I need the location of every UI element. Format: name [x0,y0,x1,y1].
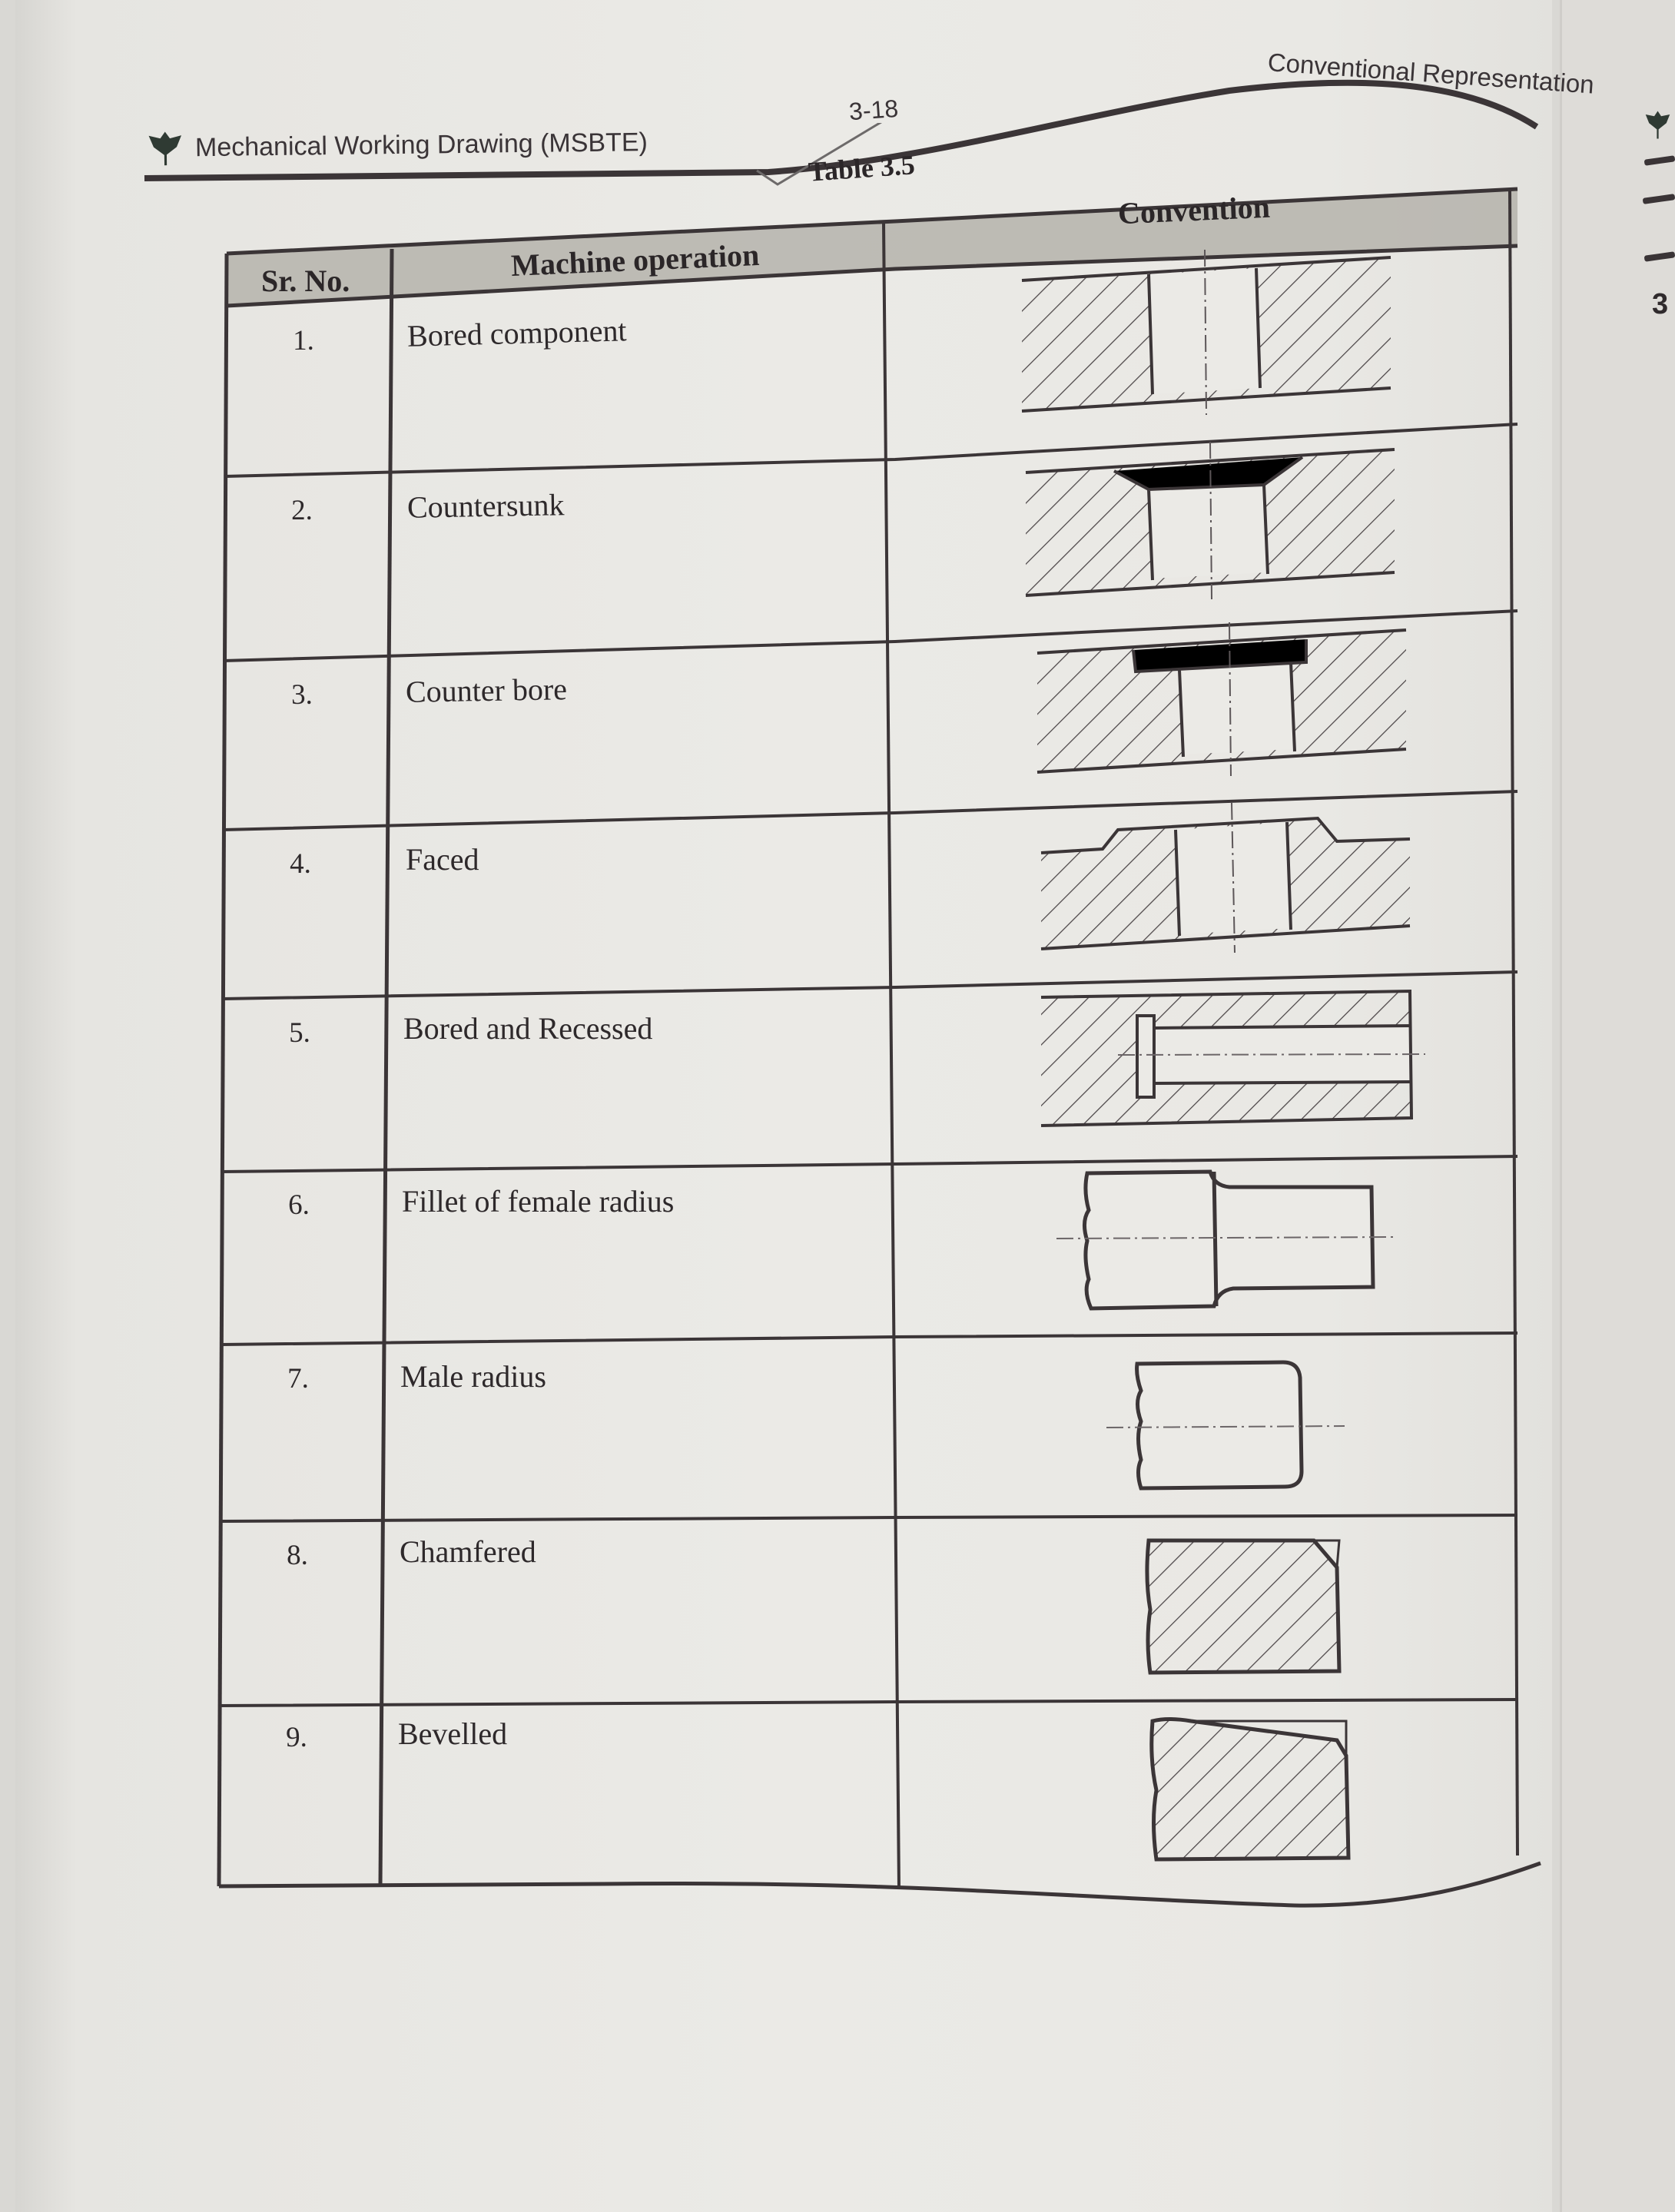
column-header-sr-no: Sr. No. [261,264,350,298]
column-header-machine-operation: Machine operation [510,237,761,284]
row-sr-no: 3. [291,679,313,711]
page-number: 3-18 [847,94,900,126]
column-header-convention: Convention [1117,189,1271,231]
table-caption: Table 3.5 [807,149,916,187]
row-operation: Faced [406,842,479,877]
bored-and-recessed-drawing-icon [1041,983,1425,1137]
row-sr-no: 6. [288,1189,310,1221]
running-header-left [146,123,648,167]
conventions-table [219,189,1541,1890]
row-operation: Counter bore [405,672,568,709]
row-operation: Male radius [400,1359,546,1394]
row-sr-no: 4. [290,848,311,880]
fillet-female-radius-drawing-icon [1056,1164,1425,1310]
next-page-edge [1560,0,1675,2212]
chapter-title: Conventional Representation [1266,48,1595,99]
bevelled-drawing-icon [1145,1713,1360,1867]
counter-bore-drawing-icon [1037,622,1406,776]
row-sr-no: 7. [287,1363,309,1395]
row-operation: Bored component [406,313,628,353]
row-sr-no: 1. [293,325,314,357]
row-operation: Chamfered [400,1534,536,1569]
book-title: Mechanical Working Drawing (MSBTE) [194,127,648,162]
row-sr-no: 9. [286,1722,307,1753]
faced-drawing-icon [1041,799,1410,953]
bored-component-drawing-icon [1022,250,1391,411]
row-operation: Countersunk [406,487,565,525]
countersunk-drawing-icon [1026,442,1395,595]
male-radius-drawing-icon [1106,1348,1352,1502]
publisher-logo-icon [146,128,185,167]
row-sr-no: 8. [287,1540,308,1571]
row-operation: Bored and Recessed [403,1011,653,1046]
row-sr-no: 2. [291,495,313,526]
row-operation: Bevelled [398,1716,508,1751]
next-page-section-number: 3 [1652,288,1669,320]
row-sr-no: 5. [289,1017,310,1049]
publisher-logo-icon [1640,108,1675,142]
row-operation: Fillet of female radius [402,1184,675,1219]
chamfered-drawing-icon [1141,1533,1356,1679]
